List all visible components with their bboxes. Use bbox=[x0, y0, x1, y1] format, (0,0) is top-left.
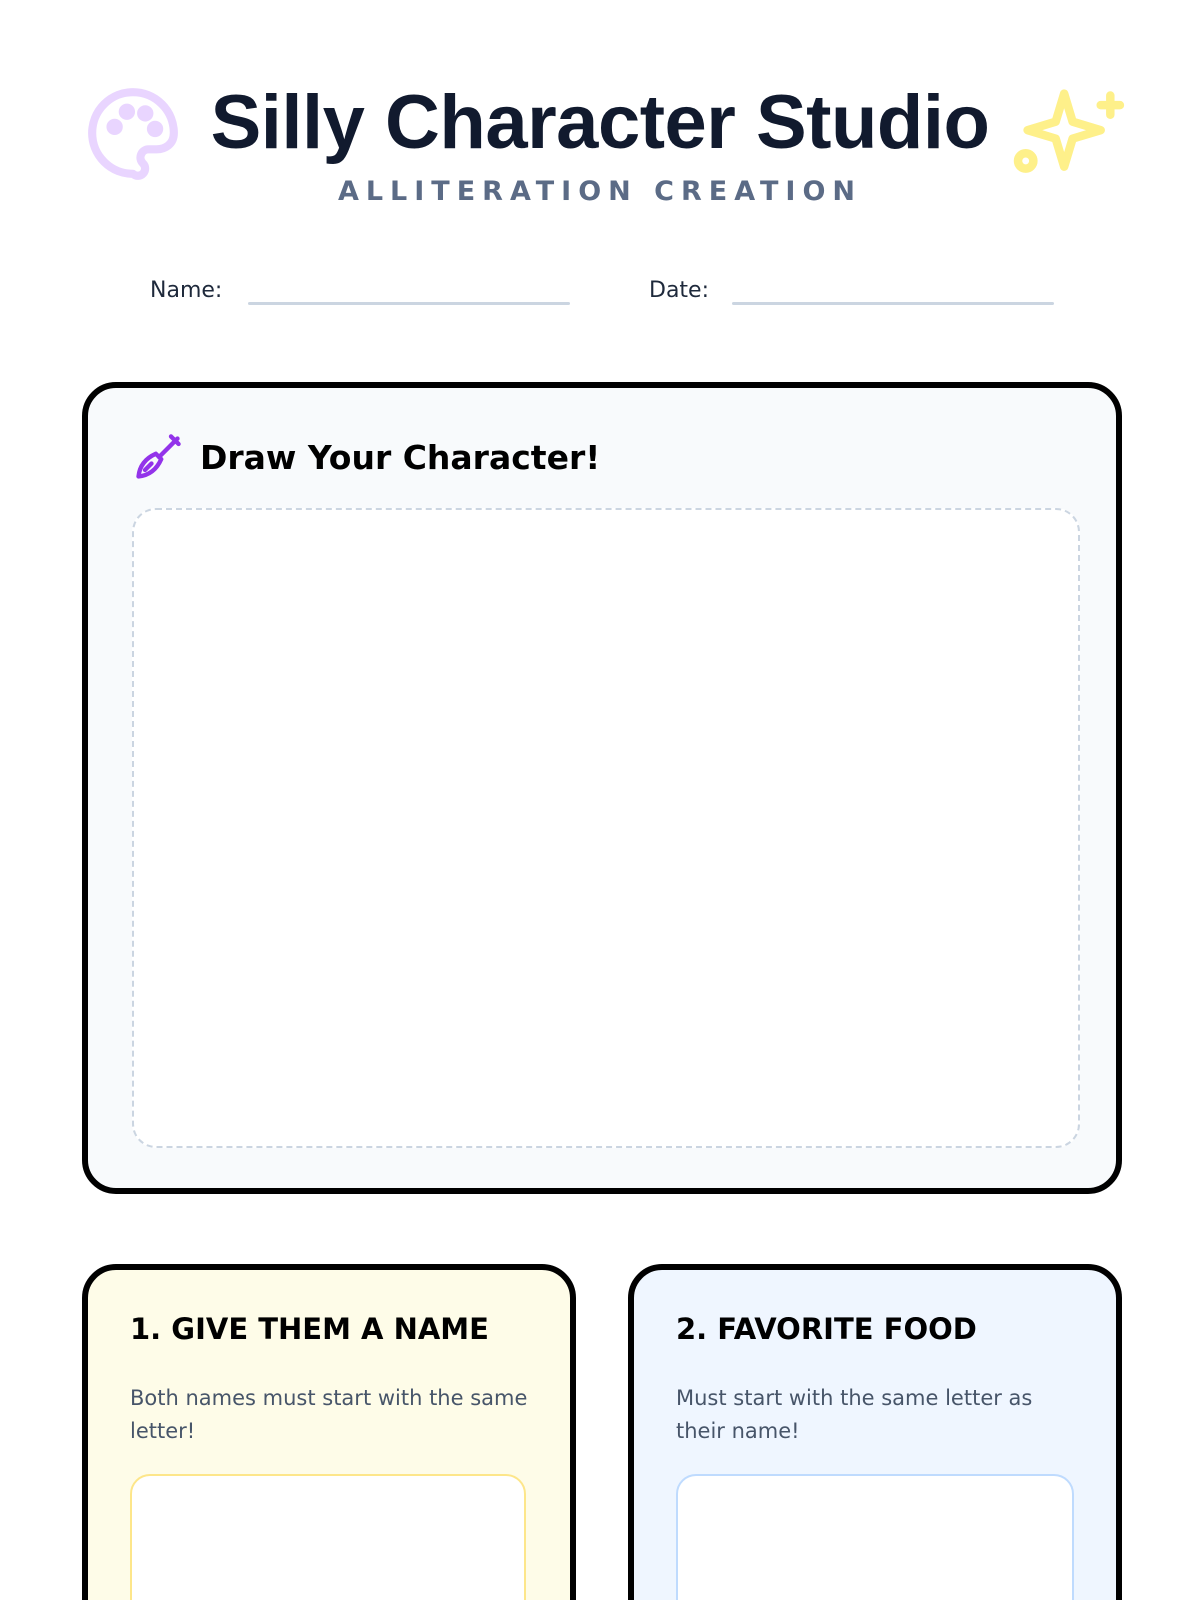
name-label: Name: bbox=[150, 278, 223, 303]
question-card-name bbox=[82, 1264, 576, 1600]
page-title: Silly Character Studio bbox=[210, 80, 990, 165]
draw-section-header bbox=[132, 430, 600, 484]
answer-box-food[interactable] bbox=[676, 1474, 1074, 1600]
date-label: Date: bbox=[649, 278, 709, 303]
sparkles-icon bbox=[1010, 84, 1126, 184]
question-description: Must start with the same letter as their name! bbox=[676, 1386, 1033, 1443]
student-info-row bbox=[0, 276, 1200, 316]
worksheet-header bbox=[0, 0, 1200, 230]
question-card-food bbox=[628, 1264, 1122, 1600]
page-subtitle: ALLITERATION CREATION bbox=[337, 176, 863, 207]
question-title: 2. FAVORITE FOOD bbox=[676, 1312, 977, 1346]
draw-section-title: Draw Your Character! bbox=[200, 437, 601, 477]
date-line[interactable] bbox=[732, 302, 1054, 305]
draw-character-card bbox=[82, 382, 1122, 1194]
drawing-area[interactable] bbox=[132, 508, 1080, 1148]
answer-box-name[interactable] bbox=[130, 1474, 526, 1600]
question-title: 1. GIVE THEM A NAME bbox=[130, 1312, 489, 1346]
question-description: Both names must start with the same letter! bbox=[130, 1386, 528, 1443]
paintbrush-icon bbox=[132, 431, 184, 483]
name-line[interactable] bbox=[248, 302, 570, 305]
